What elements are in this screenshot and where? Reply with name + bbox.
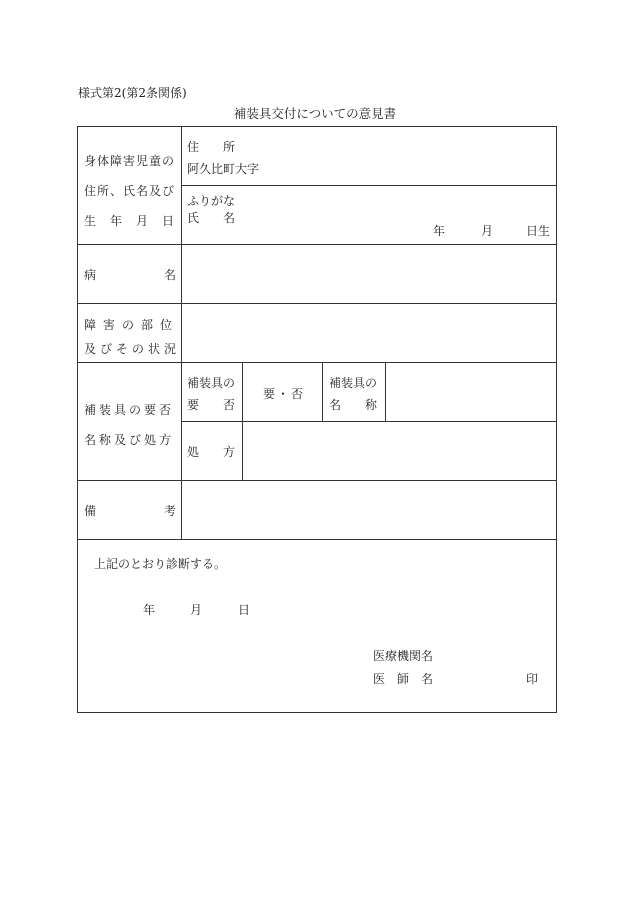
address-label: 住 所 [187,140,236,154]
column-divider [322,362,323,421]
disability-label-line2: 及びその状況 [84,342,181,356]
necessity-label-line1: 補装具の [187,376,236,390]
row-divider [181,185,557,186]
form-number: 様式第2(第2条関係) [78,86,187,100]
device-name-label-line2: 名 称 [329,398,378,412]
disability-label-line1: 障害の部位 [84,318,180,332]
row-divider [77,362,557,363]
disability-label [84,313,180,361]
doctor-label: 医 師 名 [373,672,434,686]
device-name-label-line1: 補装具の [329,376,378,390]
row-divider [77,480,557,481]
birth-day-label: 日生 [526,224,551,238]
column-divider [385,362,386,421]
device-label [84,395,174,455]
institution-label: 医療機関名 [373,649,434,663]
date-year-label: 年 [143,603,156,617]
birth-year-label: 年 [433,224,446,238]
diagnosis-statement: 上記のとおり診断する。 [94,557,227,571]
column-divider [242,362,243,480]
necessity-value[interactable]: 要・否 [263,387,306,401]
child-label-line1: 身体障害児童の [84,154,176,168]
child-label-line2: 住所、氏名及び [84,184,176,198]
disease-label: 病 名 [84,268,176,282]
column-divider [181,126,182,539]
address-value[interactable]: 阿久比町大字 [187,162,260,176]
remarks-label: 備 考 [84,504,176,518]
furigana-label: ふりがな [187,194,236,208]
date-month-label: 月 [190,603,203,617]
child-label-line3: 生 年 月 日 [84,214,176,228]
necessity-label [187,372,235,416]
device-label-line2: 名称及び処方 [84,433,175,447]
date-day-label: 日 [238,603,251,617]
device-label-line1: 補装具の要否 [84,403,175,417]
birth-month-label: 月 [481,224,494,238]
row-divider [77,303,557,304]
prescription-label: 処 方 [187,445,236,459]
device-name-label [329,372,377,416]
document-title: 補装具交付についての意見書 [233,106,397,121]
necessity-label-line2: 要 否 [187,398,236,412]
row-divider [181,421,557,422]
seal-label: 印 [526,672,539,686]
name-label: 氏 名 [187,211,236,225]
child-label [84,146,174,236]
row-divider [77,539,557,540]
row-divider [77,244,557,245]
